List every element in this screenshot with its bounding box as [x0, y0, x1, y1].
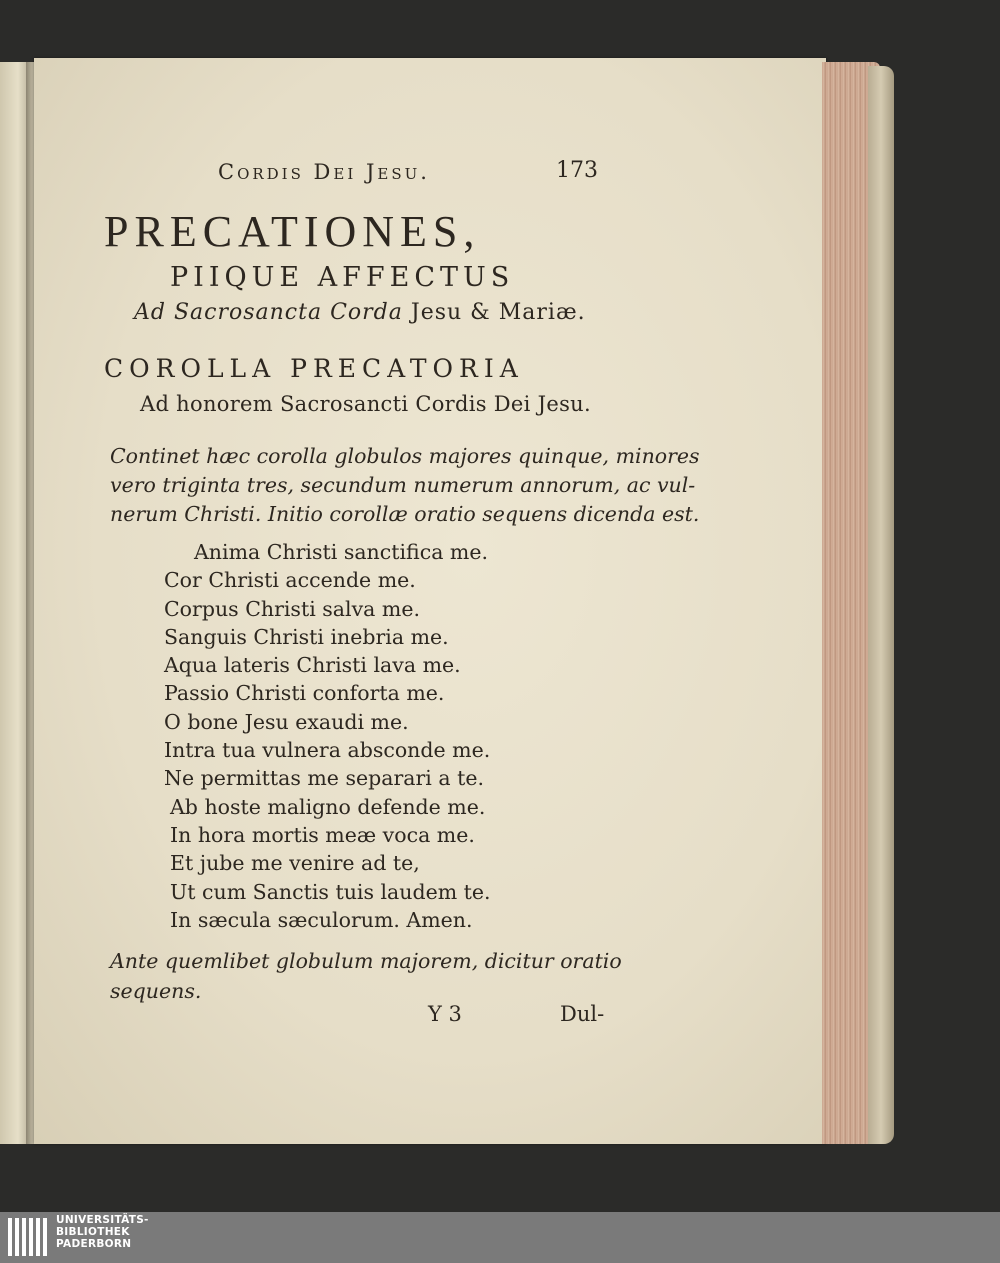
page-title: PRECATIONES, [104, 207, 481, 256]
footer-bar [0, 1212, 1000, 1263]
prayer-line: Aqua lateris Christi lava me. [164, 653, 461, 678]
closing-instruction-line: sequens. [110, 979, 202, 1003]
prayer-line: Passio Christi conforta me. [164, 681, 445, 706]
prayer-line: Sanguis Christi inebria me. [164, 624, 449, 649]
prayer-line: Ne permittas me separari a te. [164, 766, 484, 791]
dedication-suffix: Jesu & Mariæ. [410, 300, 586, 325]
section-subtitle: Ad honorem Sacrosancti Cordis Dei Jesu. [140, 392, 591, 416]
prayer-line: Et jube me venire ad te, [170, 851, 420, 876]
prayer-line: In sæcula sæculorum. Amen. [170, 907, 473, 932]
logo-line: PADERBORN [56, 1238, 132, 1250]
prayer-line: Ut cum Sanctis tuis laudem te. [170, 879, 491, 904]
section-title: COROLLA PRECATORIA [104, 354, 524, 383]
logo-line: UNIVERSITÄTS- [56, 1214, 149, 1226]
prayer-line: Corpus Christi salva me. [164, 596, 420, 621]
prayer-line: Ab hoste maligno defende me. [170, 794, 486, 819]
dedication [134, 300, 586, 325]
catchword: Dul- [560, 1002, 605, 1026]
page-subtitle: PIIQUE AFFECTUS [170, 262, 515, 293]
prayer-line: Anima Christi sanctifica me. [194, 540, 489, 564]
instruction-line: vero triginta tres, secundum numerum annorum, ac vul- [110, 473, 696, 497]
prayer-line: Cor Christi accende me. [164, 568, 416, 593]
closing-instruction [110, 946, 622, 1006]
prayer-line: In hora mortis meæ voca me. [170, 822, 475, 847]
closing-instruction-line: Ante quemlibet globulum majorem, dicitur oratio [110, 949, 622, 973]
instruction-line: Continet hæc corolla globulos majores quinque, minores [110, 444, 700, 468]
running-head: Cordis Dei Jesu. [218, 160, 430, 184]
instruction-paragraph [110, 442, 700, 529]
logo-line: BIBLIOTHEK [56, 1226, 130, 1238]
prayer-line: O bone Jesu exaudi me. [164, 709, 409, 734]
page-number: 173 [556, 158, 598, 183]
prayer-verses [164, 538, 491, 934]
book-cover-edge [868, 66, 894, 1144]
instruction-line: nerum Christi. Initio corollæ oratio sequens dicenda est. [110, 502, 700, 526]
library-logo-icon [8, 1218, 50, 1256]
signature-mark: Y 3 [428, 1002, 462, 1026]
prayer-line: Intra tua vulnera absconde me. [164, 738, 491, 763]
library-logo-text [56, 1214, 149, 1250]
dedication-prefix: Ad Sacrosancta Corda [134, 300, 403, 325]
